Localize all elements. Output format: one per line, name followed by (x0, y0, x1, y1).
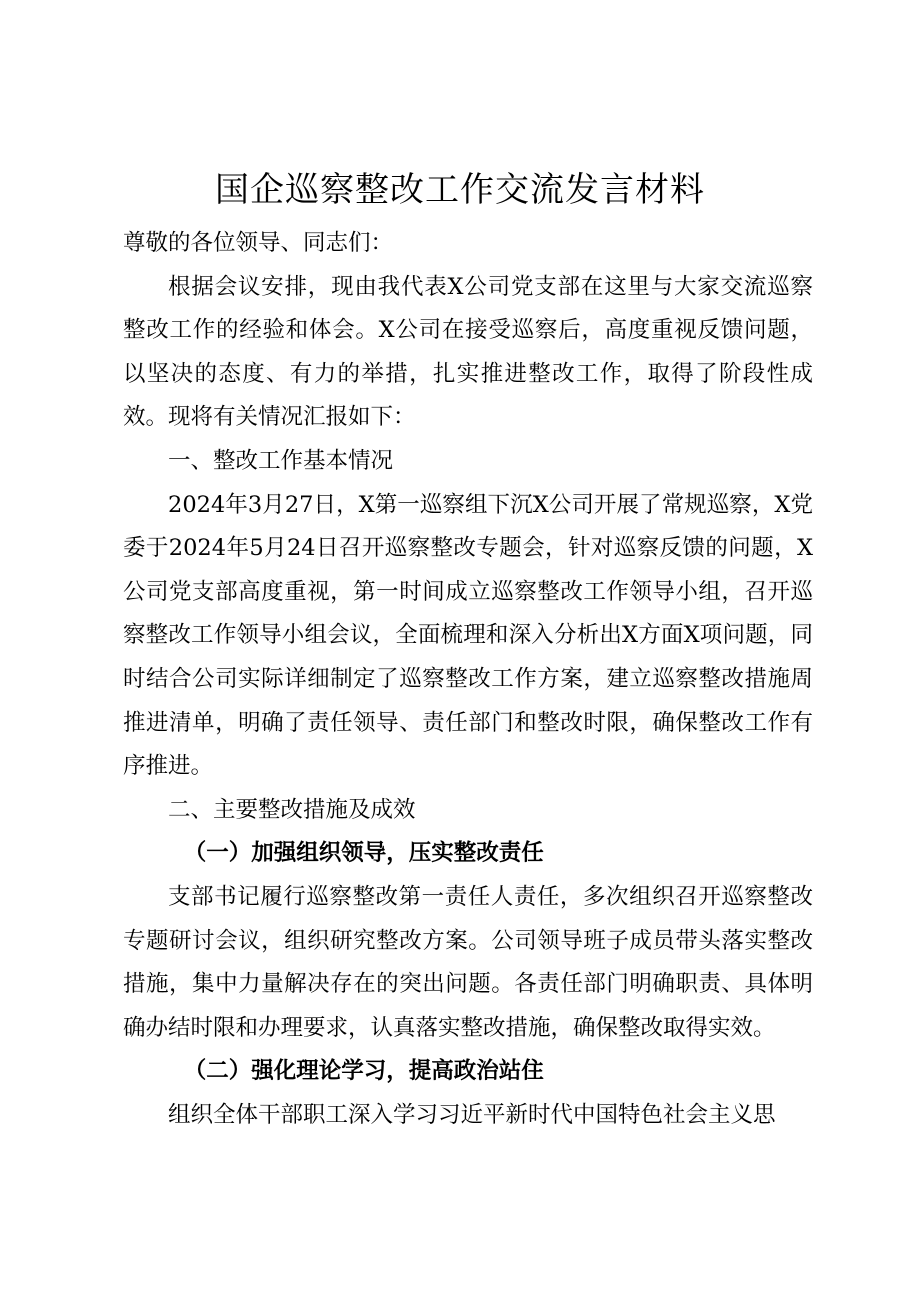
section-1-heading: 一、整改工作基本情况 (168, 447, 394, 474)
subsection-1-paragraph: 支部书记履行巡察整改第一责任人责任，多次组织召开巡察整改专题研讨会议，组织研究整改方案。公司领导班子成员带头落实整改措施，集中力量解决存在的突出问题。各责任部门明确职责、具体明确办结时限和办理要求，认真落实整改措施，确保整改取得实效。 (123, 883, 813, 1041)
subsection-2-heading: （二）强化理论学习，提高政治站住 (183, 1058, 544, 1085)
intro-paragraph: 根据会议安排，现由我代表X公司党支部在这里与大家交流巡察整改工作的经验和体会。X公司在接受巡察后，高度重视反馈问题，以坚决的态度、有力的举措，扎实推进整改工作，取得了阶段性成效。现将有关情况汇报如下： (123, 273, 813, 431)
section-1-paragraph: 2024年3月27日，X第一巡察组下沉X公司开展了常规巡察，X党委于2024年5月24日召开巡察整改专题会，针对巡察反馈的问题，X公司党支部高度重视，第一时间成立巡察整改工作领导小组，召开巡察整改工作领导小组会议，全面梳理和深入分析出X方面X项问题，同时结合公司实际详细制定了巡察整改工作方案，建立巡察整改措施周推进清单，明确了责任领导、责任部门和整改时限，确保整改工作有序推进。 (123, 491, 813, 780)
document-title: 国企巡察整改工作交流发言材料 (215, 170, 705, 210)
subsection-2-paragraph: 组织全体干部职工深入学习习近平新时代中国特色社会主义思 (168, 1101, 776, 1128)
subsection-1-heading: （一）加强组织领导，压实整改责任 (183, 840, 544, 867)
greeting: 尊敬的各位领导、同志们： (123, 230, 394, 256)
section-2-heading: 二、主要整改措施及成效 (168, 796, 416, 823)
document-body (123, 222, 813, 1137)
